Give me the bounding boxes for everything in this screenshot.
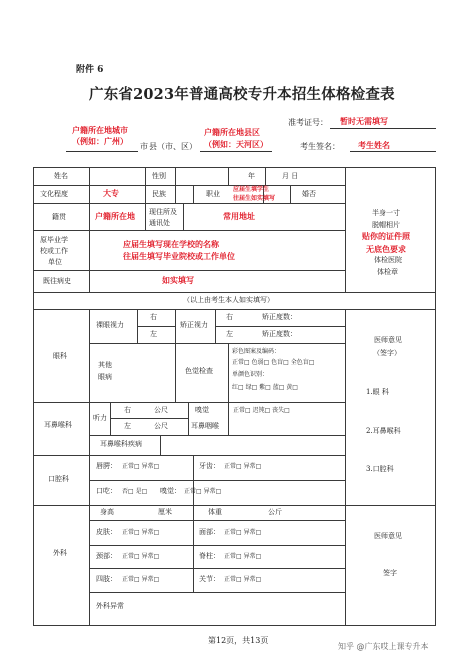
single-color-options[interactable]: 红□ 绿□ 紫□ 蓝□ 黄□ bbox=[232, 384, 298, 391]
photo-label-1: 半身一寸 bbox=[372, 209, 400, 217]
oral-smell-options[interactable]: 正常□ 异常□ bbox=[184, 488, 222, 495]
corrected-right-label: 右 bbox=[226, 313, 233, 321]
surgery-other-label: 外科异常 bbox=[96, 602, 124, 610]
occupation-label: 职业 bbox=[206, 190, 220, 198]
address-value: 常用地址 bbox=[223, 212, 255, 221]
other-eye-label-1: 其他 bbox=[98, 361, 112, 369]
spine-label: 脊柱： bbox=[199, 552, 220, 560]
signature-value: 考生姓名 bbox=[358, 141, 390, 150]
birth-label: 月 日 bbox=[282, 172, 299, 180]
skin-label: 皮肤： bbox=[96, 528, 117, 536]
weight-label: 体重 bbox=[208, 508, 222, 516]
photo-label-2: 脱帽相片 bbox=[372, 221, 400, 229]
stamp-label-1: 体检医院 bbox=[374, 256, 402, 264]
city-line bbox=[66, 151, 138, 152]
joint-label: 关节： bbox=[199, 575, 220, 583]
lips-options[interactable]: 正常□ 异常□ bbox=[122, 463, 160, 470]
surgery-section-label: 外科 bbox=[53, 549, 67, 557]
self-fill-note: （以上由考生本人如实填写） bbox=[183, 296, 274, 304]
hearing-label: 听力 bbox=[93, 414, 107, 422]
history-value: 如实填写 bbox=[162, 276, 194, 285]
neck-options[interactable]: 正常□ 异常□ bbox=[122, 553, 160, 560]
doctor-item-ent: 2.耳鼻喉科 bbox=[366, 427, 401, 435]
teeth-label: 牙齿： bbox=[199, 462, 220, 470]
stamp-label-2: 体检章 bbox=[377, 268, 398, 276]
exam-number-label: 准考证号： bbox=[288, 118, 328, 127]
naked-vision-label: 裸眼视力 bbox=[96, 321, 124, 329]
color-pattern-label: 彩色图案及编码： bbox=[232, 348, 281, 355]
joint-options[interactable]: 正常□ 异常□ bbox=[224, 576, 262, 583]
exam-number-line bbox=[330, 128, 436, 129]
neck-label: 颈部： bbox=[96, 552, 117, 560]
height-unit: 厘米 bbox=[158, 508, 172, 516]
city-note-2: （例如：广州） bbox=[72, 137, 128, 146]
occupation-value-1: 应届生填学生 bbox=[233, 186, 270, 193]
county-line bbox=[200, 151, 272, 152]
signature-label: 考生签名： bbox=[300, 142, 340, 151]
gender-label: 性别 bbox=[152, 172, 166, 180]
native-label: 籍贯 bbox=[52, 213, 66, 221]
education-label: 文化程度 bbox=[40, 190, 68, 198]
height-label: 身高 bbox=[100, 508, 114, 516]
ent-smell-options[interactable]: 正常□ 迟钝□ 丧失□ bbox=[233, 407, 290, 414]
face-options[interactable]: 正常□ 异常□ bbox=[224, 529, 262, 536]
education-value: 大专 bbox=[103, 189, 119, 198]
native-value: 户籍所在地 bbox=[95, 212, 135, 221]
diopter-left-label: 矫正度数： bbox=[262, 330, 297, 338]
history-label: 既往病史 bbox=[43, 277, 71, 285]
stutter-options[interactable]: 否□ 是□ bbox=[122, 488, 148, 495]
corrected-vision-label: 矫正视力 bbox=[180, 321, 208, 329]
ent-throat-label: 耳鼻咽喉 bbox=[191, 422, 219, 430]
limbs-label: 四肢： bbox=[96, 575, 117, 583]
age-label: 年 bbox=[248, 172, 255, 180]
school-label-2: 校或工作 bbox=[40, 247, 68, 255]
marriage-label: 婚否 bbox=[302, 190, 316, 198]
city-note-1: 户籍所在地城市 bbox=[72, 126, 128, 135]
ent-smell-label: 嗅觉 bbox=[195, 406, 209, 414]
name-label: 姓名 bbox=[54, 172, 68, 180]
county-note-1: 户籍所在地县区 bbox=[204, 128, 260, 137]
page-title: 广东省2023年普通高校专升本招生体格检查表 bbox=[89, 86, 395, 103]
corrected-left-label: 左 bbox=[226, 330, 233, 338]
surgery-doctor-sign-label: 签字 bbox=[383, 569, 397, 577]
other-eye-label-2: 眼病 bbox=[98, 373, 112, 381]
single-color-label: 单颜色识别： bbox=[232, 371, 269, 378]
doctor-opinion-label: 医师意见 bbox=[374, 336, 402, 344]
naked-left-label: 左 bbox=[150, 330, 157, 338]
naked-right-label: 右 bbox=[150, 313, 157, 321]
watermark: 知乎 @广东哎上课专升本 bbox=[338, 642, 429, 651]
school-value-2: 往届生填写毕业院校或工作单位 bbox=[123, 252, 235, 261]
doctor-sign-note: （签字） bbox=[373, 349, 401, 357]
oral-smell-label: 嗅觉： bbox=[160, 487, 181, 495]
county-note-2: （例如：天河区） bbox=[204, 140, 268, 149]
lips-label: 唇腭： bbox=[96, 462, 117, 470]
school-label-3: 单位 bbox=[48, 258, 62, 266]
doctor-item-oral: 3.口腔科 bbox=[366, 465, 394, 473]
hearing-left-label: 左 bbox=[124, 422, 131, 430]
ent-section-label: 耳鼻喉科 bbox=[44, 421, 72, 429]
page-footer: 第12页，共13页 bbox=[208, 636, 269, 645]
doctor-item-eye: 1.眼 科 bbox=[366, 388, 389, 396]
color-pattern-options[interactable]: 正常□ 色弱□ 色盲□ 全色盲□ bbox=[232, 359, 315, 366]
hearing-right-label: 右 bbox=[124, 406, 131, 414]
skin-options[interactable]: 正常□ 异常□ bbox=[122, 529, 160, 536]
eye-section-label: 眼科 bbox=[53, 352, 67, 360]
photo-note-2: 无底色要求 bbox=[366, 245, 406, 254]
spine-options[interactable]: 正常□ 异常□ bbox=[224, 553, 262, 560]
hearing-left-unit: 公尺 bbox=[154, 422, 168, 430]
oral-section-label: 口腔科 bbox=[48, 475, 69, 483]
occupation-value-2: 往届生如实填写 bbox=[233, 195, 276, 202]
diopter-right-label: 矫正度数： bbox=[262, 313, 297, 321]
ethnicity-label: 民族 bbox=[152, 190, 166, 198]
exam-number-value: 暂时无需填写 bbox=[340, 117, 388, 126]
county-label: 县（市、区） bbox=[149, 142, 197, 151]
signature-line bbox=[350, 151, 436, 152]
annex-label: 附件 6 bbox=[76, 65, 104, 75]
school-value-1: 应届生填写现在学校的名称 bbox=[123, 240, 219, 249]
color-check-label: 色觉检查 bbox=[185, 367, 213, 375]
weight-unit: 公斤 bbox=[268, 508, 282, 516]
stutter-label: 口吃： bbox=[96, 487, 117, 495]
teeth-options[interactable]: 正常□ 异常□ bbox=[224, 463, 262, 470]
face-label: 面部： bbox=[199, 528, 220, 536]
hearing-right-unit: 公尺 bbox=[154, 406, 168, 414]
surgery-doctor-opinion-label: 医师意见 bbox=[374, 532, 402, 540]
school-label-1: 原毕业学 bbox=[40, 236, 68, 244]
limbs-options[interactable]: 正常□ 异常□ bbox=[122, 576, 160, 583]
city-label: 市 bbox=[140, 142, 148, 151]
ent-disease-label: 耳鼻喉科疾病 bbox=[100, 440, 142, 448]
photo-note-1: 贴你的证件照 bbox=[362, 232, 410, 241]
address-label-1: 现住所及 bbox=[149, 208, 177, 216]
address-label-2: 通讯处 bbox=[149, 219, 170, 227]
